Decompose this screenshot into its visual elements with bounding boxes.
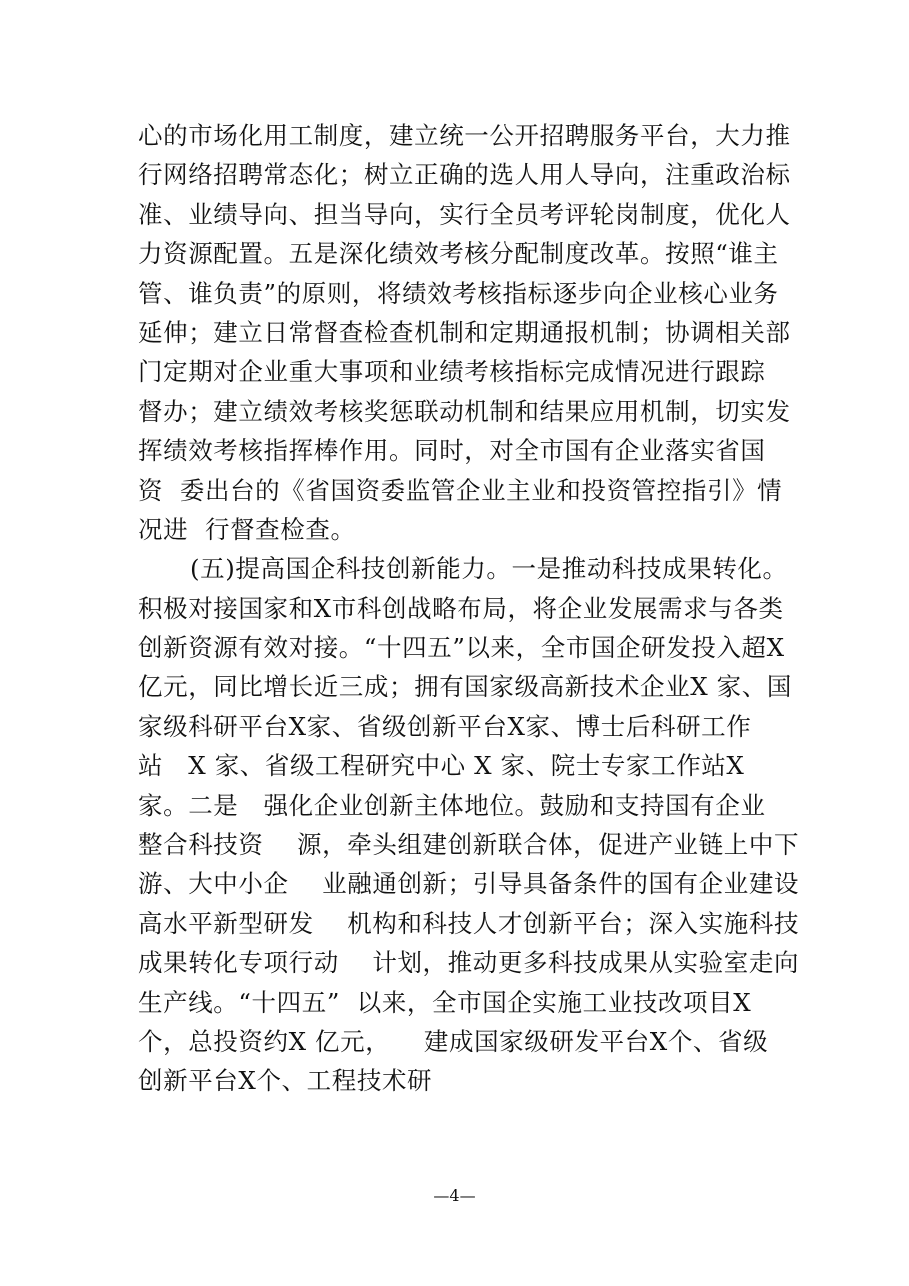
- text-line: 门定期对企业重大事项和业绩考核指标完成情况进行跟踪: [138, 357, 766, 387]
- text-line: 况进 行督查检查。: [138, 514, 356, 544]
- text-line: 高水平新型研发 机构和科技人才创新平台；深入实施科技: [138, 908, 800, 938]
- text-line: 行网络招聘常态化；树立正确的选人用人导向，注重政治标: [138, 160, 791, 190]
- text-line: 创新平台X个、工程技术研: [138, 1066, 433, 1096]
- text-line: 督办；建立绩效考核奖惩联动机制和结果应用机制，切实发: [138, 396, 791, 426]
- text-line: 准、业绩导向、担当导向，实行全员考评轮岗制度，优化人: [138, 199, 791, 229]
- text-line: 站 X 家、省级工程研究中心 X 家、院士专家工作站X: [138, 751, 745, 781]
- text-line: 家级科研平台X家、省级创新平台X家、博士后科研工作: [138, 711, 752, 741]
- text-line: 心的市场化用工制度，建立统一公开招聘服务平台，大力推: [138, 121, 791, 150]
- body-text: [138, 116, 800, 1101]
- text-line: 积极对接国家和X市科创战略布局，将企业发展需求与各类: [138, 593, 784, 623]
- text-line: 游、大中小企 业融通创新；引导具备条件的国有企业建设: [138, 869, 800, 899]
- text-line: 成果转化专项行动 计划，推动更多科技成果从实验室走向: [138, 948, 800, 978]
- text-line: 生产线。“十四五” 以来，全市国企实施工业技改项目X: [138, 987, 752, 1017]
- text-line: 整合科技资 源，牵头组建创新联合体，促进产业链上中下: [138, 830, 800, 860]
- page-number: —4—: [433, 1186, 476, 1205]
- text-line: 管、谁负责”的原则，将绩效考核指标逐步向企业核心业务: [138, 278, 779, 308]
- section-heading-line: (五)提高国企科技创新能力。一是推动科技成果转化。: [190, 554, 788, 584]
- text-line: 家。二是 强化企业创新主体地位。鼓励和支持国有企业: [138, 790, 766, 820]
- text-line: 延伸；建立日常督查检查机制和定期通报机制；协调相关部: [138, 317, 791, 347]
- text-line: 个，总投资约X 亿元， 建成国家级研发平台X个、省级: [138, 1026, 769, 1056]
- text-line: 亿元，同比增长近三成；拥有国家级高新技术企业X 家、国: [138, 672, 792, 702]
- text-line: 挥绩效考核指挥棒作用。同时，对全市国有企业落实省国: [138, 436, 766, 466]
- text-line: 资 委出台的《省国资委监管企业主业和投资管控指引》情: [138, 475, 783, 505]
- text-line: 力资源配置。五是深化绩效考核分配制度改革。按照“谁主: [138, 239, 779, 269]
- text-line: 创新资源有效对接。“十四五”以来，全市国企研发投入超X: [138, 633, 785, 663]
